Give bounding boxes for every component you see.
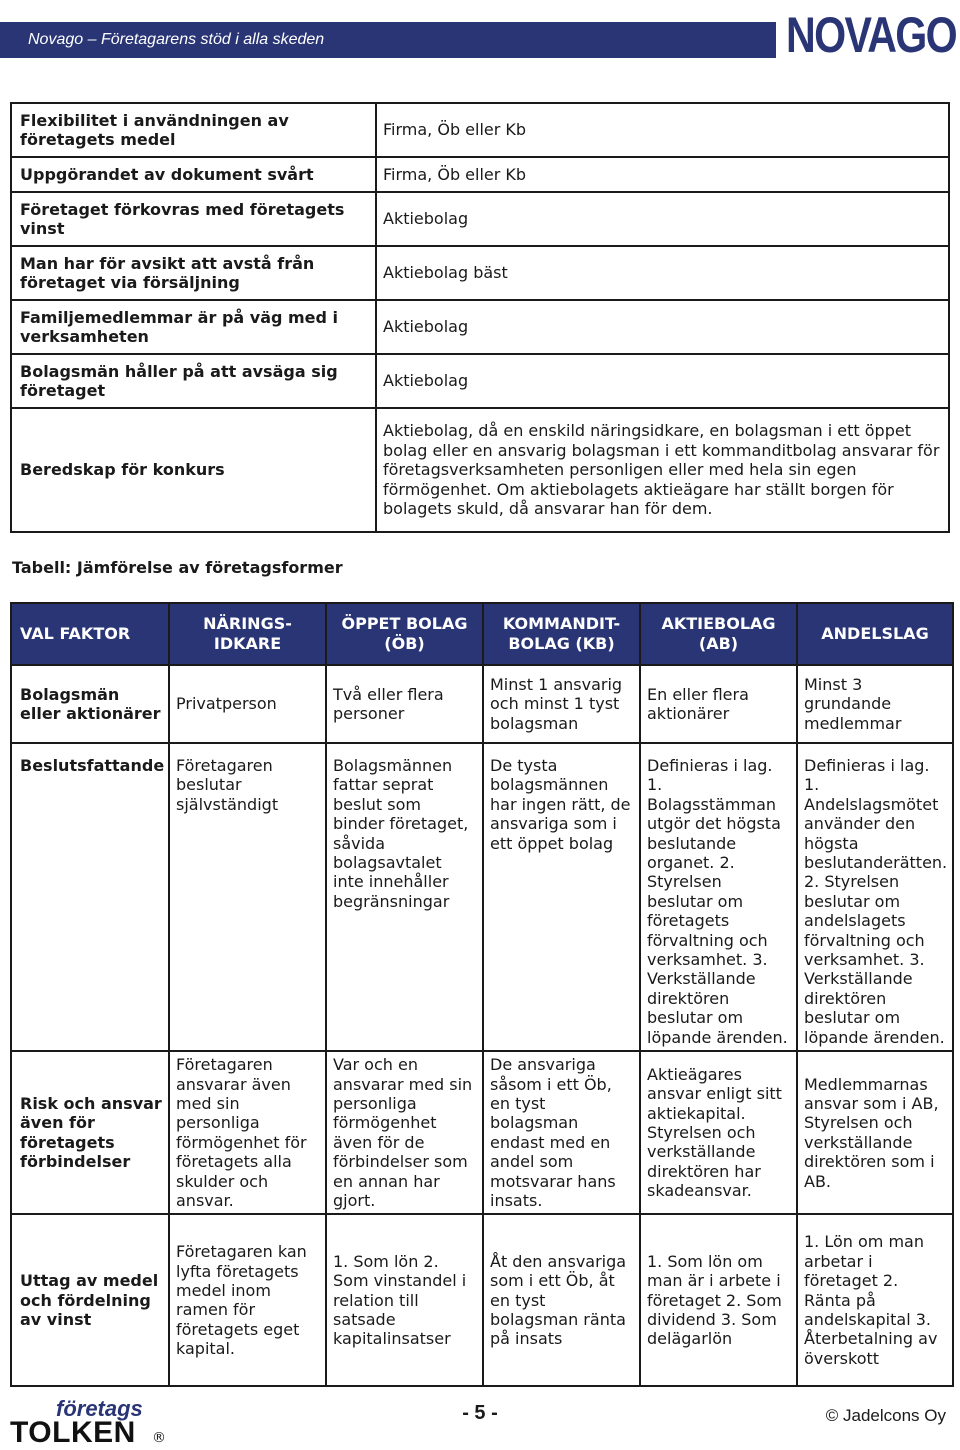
factor-recommendation-table	[10, 102, 950, 533]
company-forms-comparison-table	[10, 602, 954, 1387]
row-label: Bolagsmän eller aktionärer	[11, 665, 169, 743]
table-cell: En eller flera aktionärer	[640, 665, 797, 743]
form-cell: Aktiebolag	[376, 192, 949, 246]
table-cell: Var och en ansvarar med sin personliga förmögenhet även för de förbindelser som en annan har gjort.	[326, 1051, 483, 1214]
row-label: Risk och ansvar även för företagets förbindelser	[11, 1051, 169, 1214]
table-cell: Företagaren beslutar självständigt	[169, 743, 326, 1051]
table-cell: 1. Som lön om man är i arbete i företaget 2. Som dividend 3. Som delägarlön	[640, 1214, 797, 1386]
factor-cell: Beredskap för konkurs	[11, 408, 376, 532]
table-cell: Åt den ansvariga som i ett Öb, åt en tyst bolagsman ränta på insats	[483, 1214, 640, 1386]
registered-mark: ®	[152, 1430, 166, 1446]
column-header: ÖPPET BOLAG (ÖB)	[326, 603, 483, 665]
factor-cell: Familjemedlemmar är på väg med i verksamheten	[11, 300, 376, 354]
table-row	[11, 157, 949, 192]
header-title: Novago – Företagarens stöd i alla skeden	[28, 31, 325, 48]
table-cell: Minst 3 grundande medlemmar	[797, 665, 953, 743]
table-cell: Företagaren ansvarar även med sin personliga förmögenhet för företagets alla skulder och ansvar.	[169, 1051, 326, 1214]
table-row	[11, 408, 949, 532]
table-cell: 1. Lön om man arbetar i företaget 2. Ränta på andelskapital 3. Återbetalning av överskott	[797, 1214, 953, 1386]
table-cell: Företagaren kan lyfta företagets medel inom ramen för företagets eget kapital.	[169, 1214, 326, 1386]
table-row	[11, 246, 949, 300]
table-cell: De ansvariga såsom i ett Öb, en tyst bolagsman endast med en andel som motsvarar hans insats.	[483, 1051, 640, 1214]
row-label: Uttag av medel och fördelning av vinst	[11, 1214, 169, 1386]
table-row	[11, 1214, 953, 1386]
factor-cell: Uppgörandet av dokument svårt	[11, 157, 376, 192]
factor-cell: Företaget förkovras med företagets vinst	[11, 192, 376, 246]
table-row	[11, 743, 953, 1051]
page-number: - 5 -	[462, 1402, 498, 1424]
form-cell: Firma, Öb eller Kb	[376, 157, 949, 192]
table-caption: Tabell: Jämförelse av företagsformer	[12, 558, 343, 577]
table-row	[11, 665, 953, 743]
table-cell: De tysta bolagsmännen har ingen rätt, de ansvariga som i ett öppet bolag	[483, 743, 640, 1051]
factor-cell: Flexibilitet i användningen av företagets medel	[11, 103, 376, 157]
form-cell: Firma, Öb eller Kb	[376, 103, 949, 157]
table-cell: Definieras i lag. 1. Bolagsstämman utgör det högsta beslutande organet. 2. Styrelsen beslutar om företagets förvaltning och verksamhet. 3. Verkställande direktören beslutar om löpande ärenden.	[640, 743, 797, 1051]
column-header: ANDELSLAG	[797, 603, 953, 665]
table-row	[11, 103, 949, 157]
header-bar	[0, 22, 776, 58]
table-cell: Privatperson	[169, 665, 326, 743]
foretagstolken-logo	[10, 1396, 170, 1449]
form-cell: Aktiebolag bäst	[376, 246, 949, 300]
table-cell: Två eller flera personer	[326, 665, 483, 743]
table-row	[11, 300, 949, 354]
table-row	[11, 192, 949, 246]
table-cell: Bolagsmännen fattar seprat beslut som binder företaget, såvida bolagsavtalet inte innehåller begränsningar	[326, 743, 483, 1051]
svg-text:NOVAGO: NOVAGO	[786, 7, 957, 62]
column-header: NÄRINGS-IDKARE	[169, 603, 326, 665]
table-cell: Aktieägares ansvar enligt sitt aktiekapital. Styrelsen och verkställande direktören har skadeansvar.	[640, 1051, 797, 1214]
table-header-row	[11, 603, 953, 665]
factor-cell: Bolagsmän håller på att avsäga sig företaget	[11, 354, 376, 408]
table-row	[11, 354, 949, 408]
copyright-notice: © Jadelcons Oy	[825, 1406, 946, 1425]
table-cell: Medlemmarnas ansvar som i AB, Styrelsen och verkställande direktören som i AB.	[797, 1051, 953, 1214]
table-cell: Definieras i lag. 1. Andelslagsmötet använder den högsta beslutanderätten. 2. Styrelsen beslutar om andelslagets förvaltning och verksamhet. 3. Verkställande direktören beslutar om löpande ärenden.	[797, 743, 953, 1051]
form-cell: Aktiebolag	[376, 354, 949, 408]
factor-cell: Man har för avsikt att avstå från företaget via försäljning	[11, 246, 376, 300]
row-label: Beslutsfattande	[11, 743, 169, 1051]
table-row	[11, 1051, 953, 1214]
logo-line1: företags	[56, 1396, 143, 1421]
form-cell: Aktiebolag, då en enskild näringsidkare, en bolagsman i ett öppet bolag eller en ansvarig bolagsman i ett kommanditbolag ansvarar för företagsverksamheten personligen eller med hela sin egen förmögenhet. Om aktiebolagets aktieägare har ställt borgen för bolagets skuld, då ansvarar han för dem.	[376, 408, 949, 532]
logo-line2: TOLKEN	[10, 1416, 136, 1449]
form-cell: Aktiebolag	[376, 300, 949, 354]
column-header: VAL FAKTOR	[11, 603, 169, 665]
table-cell: 1. Som lön 2. Som vinstandel i relation till satsade kapitalinsatser	[326, 1214, 483, 1386]
column-header: AKTIEBOLAG (AB)	[640, 603, 797, 665]
novago-logo	[782, 2, 960, 62]
table-cell: Minst 1 ansvarig och minst 1 tyst bolagsman	[483, 665, 640, 743]
column-header: KOMMANDIT-BOLAG (KB)	[483, 603, 640, 665]
